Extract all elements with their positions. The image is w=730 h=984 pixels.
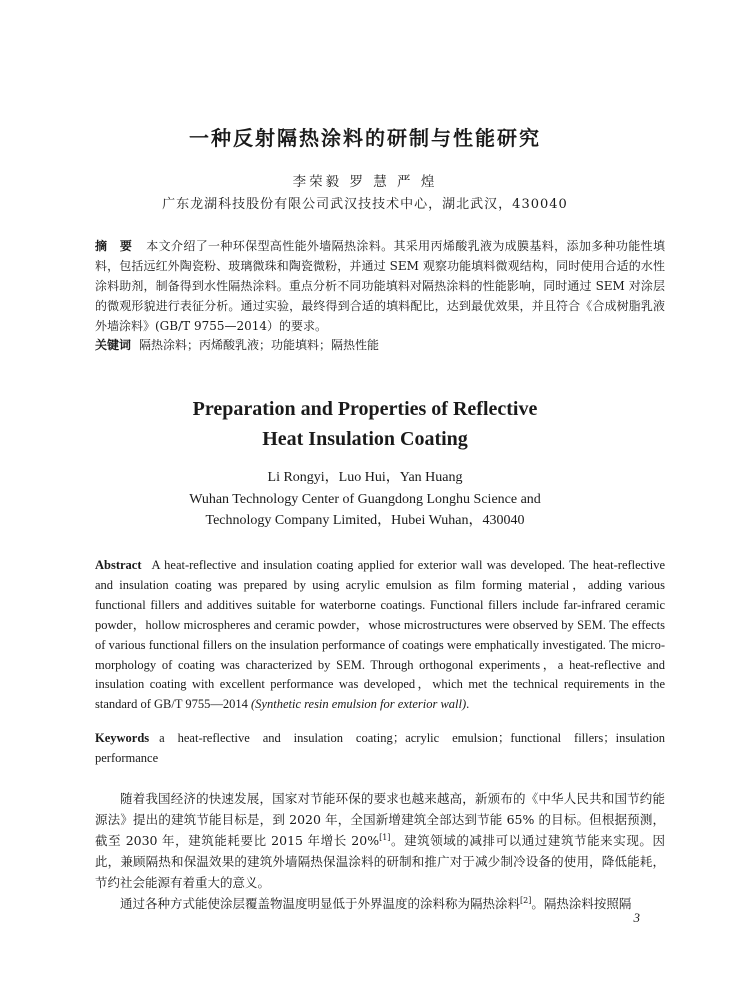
citation-ref-1: [1] xyxy=(379,832,391,842)
chinese-abstract xyxy=(95,236,665,336)
english-abstract-text: A heat-reflective and insulation coating applied for exterior wall was developed. The heat-reflective and insulation coating was prepared by using acrylic emulsion as film forming material，adding various functional fillers and additives suitable for waterborne coatings. Functional fillers include far-infrared ceramic powder，hollow microspheres and ceramic powder，whose microstructures were observed by SEM. The effects of various functional fillers on the insulation performance of coatings were emphatically investigated. The micro-morphology of coating was characterized by SEM. Through orthogonal experiments，a heat-reflective and insulation coating with excellent performance was developed，which met the technical requirements in the standard of GB/T 9755—2014 xyxy=(95,558,665,712)
body-paragraph-1 xyxy=(95,788,665,893)
english-abstract xyxy=(95,556,665,715)
english-title-line-1: Preparation and Properties of Reflective xyxy=(192,398,538,420)
body-paragraph-1-text-b: 。建筑领域的减排可以通过建筑节能来实现。因此，兼顾隔热和保温效果的建筑外墙隔热保温涂料的研制和推广对于减少制冷设备的使用，降低能耗，节约社会能源有着重大的意义。 xyxy=(95,833,665,890)
english-affiliation-line-2: Technology Company Limited，Hubei Wuhan，430040 xyxy=(205,513,525,528)
english-abstract-end: . xyxy=(466,697,470,712)
english-keywords-label: Keywords xyxy=(95,731,150,745)
chinese-abstract-label: 摘 要 xyxy=(95,239,137,253)
english-affiliation xyxy=(0,489,730,531)
english-keywords xyxy=(95,728,665,768)
english-keywords-text: a heat-reflective and insulation coating；acrylic emulsion；functional fillers；insulation performance xyxy=(95,731,665,765)
chinese-keywords-label: 关键词 xyxy=(95,338,132,352)
english-abstract-label: Abstract xyxy=(95,558,142,572)
chinese-authors: 李荣毅 罗 慧 严 煌 xyxy=(292,174,438,190)
chinese-affiliation: 广东龙湖科技股份有限公司武汉技技术中心，湖北武汉，430040 xyxy=(162,197,568,212)
body-paragraph-2-text-a: 通过各种方式能使涂层覆盖物温度明显低于外界温度的涂料称为隔热涂料 xyxy=(120,896,521,911)
english-abstract-standard-title: (Synthetic resin emulsion for exterior wall) xyxy=(251,697,467,712)
english-authors: Li Rongyi，Luo Hui，Yan Huang xyxy=(267,470,463,485)
citation-ref-2: [2] xyxy=(520,895,532,905)
chinese-keywords-text: 隔热涂料；丙烯酸乳液；功能填料；隔热性能 xyxy=(139,338,380,352)
english-affiliation-line-1: Wuhan Technology Center of Guangdong Longhu Science and xyxy=(189,492,541,507)
body-paragraph-2 xyxy=(95,893,665,914)
chinese-title: 一种反射隔热涂料的研制与性能研究 xyxy=(189,126,541,150)
body-paragraph-2-text-b: 。隔热涂料按照隔 xyxy=(531,896,632,911)
body-paragraph-1-text-a: 随着我国经济的快速发展，国家对节能环保的要求也越来越高，新颁布的《中华人民共和国节约能源法》提出的建筑节能目标是，到 2020 年，全国新增建筑全部达到节能 65% 的目标。但根据预测，截至 2030 年，建筑能耗要比 2015 年增长 20% xyxy=(95,791,665,848)
chinese-keywords xyxy=(95,336,665,354)
page-number: 3 xyxy=(633,910,640,925)
body-text xyxy=(95,788,665,914)
english-title xyxy=(0,394,730,454)
english-title-line-2: Heat Insulation Coating xyxy=(262,428,468,450)
chinese-abstract-text: 本文介绍了一种环保型高性能外墙隔热涂料。其采用丙烯酸乳液为成膜基料，添加多种功能性填料，包括远红外陶瓷粉、玻璃微珠和陶瓷微粉，并通过 SEM 观察功能填料微观结构，同时使用合适的水性涂料助剂，制备得到水性隔热涂料。重点分析不同功能填料对隔热涂料的性能影响，同时通过 SEM 对涂层的微观形貌进行表征分析。通过实验，最终得到合适的填料配比，达到最优效果，并且符合《合成树脂乳液外墙涂料》(GB/T 9755—2014）的要求。 xyxy=(95,239,665,333)
